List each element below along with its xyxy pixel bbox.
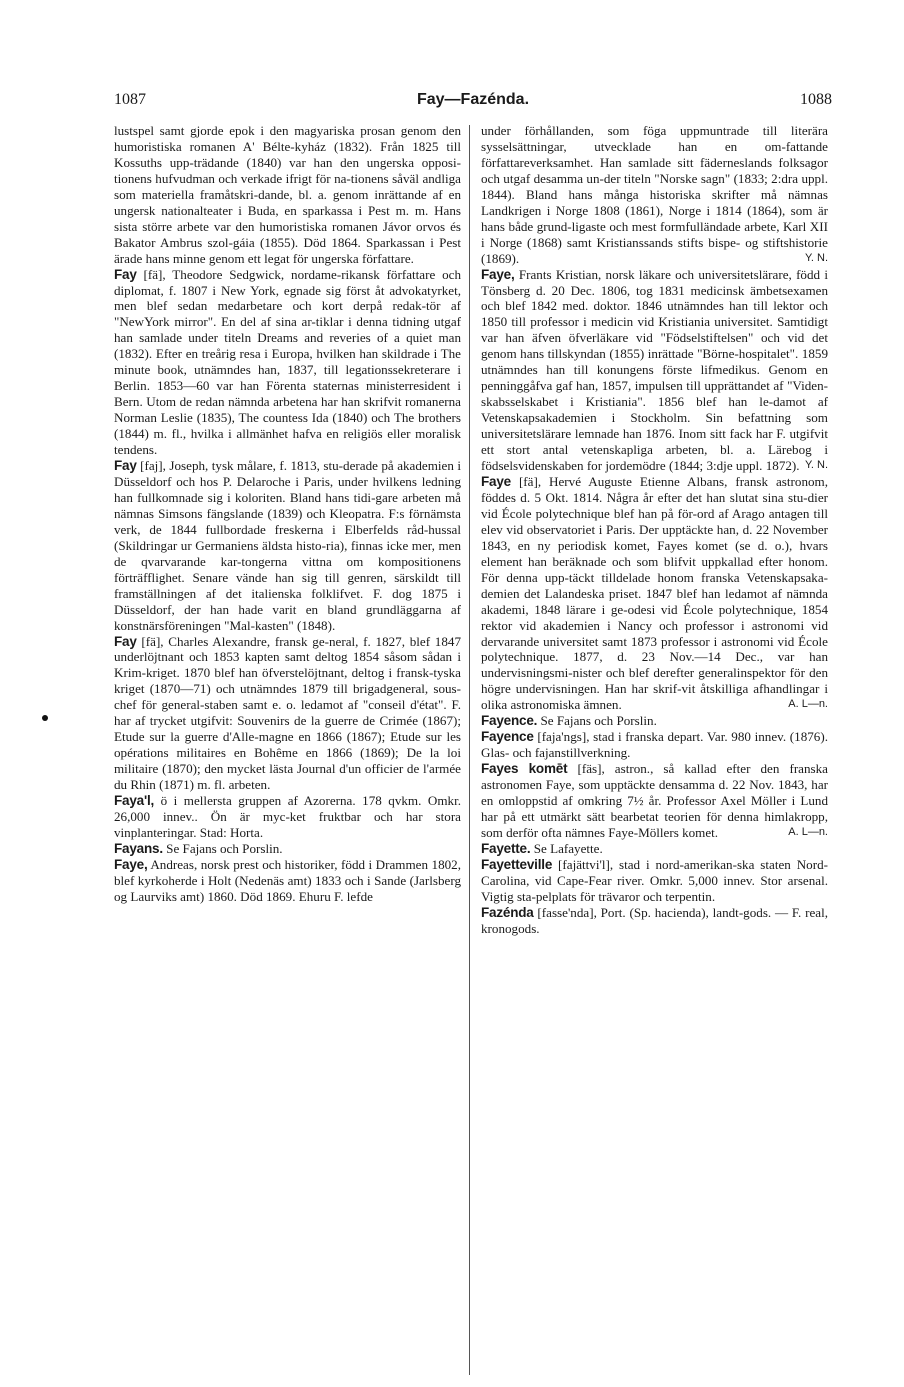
entry (481, 729, 828, 761)
entry-headword: Faye, (114, 856, 148, 872)
entry-text: [fä], Charles Alexandre, fransk ge-neral, f. 1827, blef 1847 underlöjtnant och 1853 kapten samt deltog 1854 såsom sådan i Krim-kriget. 1870 blef han öfverstelöjtnant, deltog i fransk-tyska kriget (1870—71) och utnämndes 1879 till brigadgeneral, sous-chef för general-staben samt e. o. ledamot af "conseil d'état". F. har af trycket utgifvit: Souvenirs de la guerre de Crimée (1867); Etude sur la guerre d'Alle-magne en 1866 (1867); Etude sur les opérations militaires en Bohême en 1866 (1869); De la loi militaire (1870); den mycket lästa Journal d'un officier de l'armée du Rhin (1871) m. fl. arbeten. (114, 633, 461, 793)
entry-text: [fäs], astron., så kallad efter den franska astronomen Faye, som upptäckte densamma d. 22 Nov. 1843, har en omloppstid af omkring 7½ år. Professor Axel Möller i Lund har på ett utmärkt sätt bearbetat teorien för denna himlakropp, som derför ofta nämnes Faye-Möllers komet. (481, 761, 828, 840)
entry-headword: Faya'l, (114, 793, 155, 809)
entry-text: [fä], Theodore Sedgwick, nordame-rikansk författare och diplomat, f. 1807 i New York, egnade sig först åt advokatyrket, men blef sedan medarbetare och kort derpå redak-tör af "NewYork mirror". En del af sina ar-tiklar i denna tidning utgaf han samlade under titeln Dreams and reveries of a quiet man (1832). Efter en treårig resa i Europa, hvilken han skildrade i The minute book, utnämndes han, 1837, till legationssekreterare i Berlin. 1853—60 var han Förenta staternas ministerresident i Bern. Utom de redan nämnda arbetena har han skrifvit romanerna Norman Leslie (1835), The countess Ida (1840) och The brothers (1844) m. fl., hvilka i allmänhet hafva en religiös eller moralisk tendens. (114, 266, 462, 458)
entry-headword: Fay (114, 266, 137, 282)
entry-text: Se Fajans och Porslin. (540, 713, 657, 729)
entry (481, 474, 828, 713)
entry-headword: Fayette. (481, 840, 531, 856)
entry-headword: Fayence (481, 729, 534, 745)
entry (114, 857, 461, 905)
entry (481, 761, 828, 841)
entry (481, 267, 828, 474)
entry-text: [fasse'nda], Port. (Sp. hacienda), landt-gods. — F. real, kronogods. (481, 904, 828, 936)
page-number-left: 1087 (114, 91, 146, 108)
entry (481, 905, 828, 937)
column-divider (469, 125, 470, 1375)
entry (114, 123, 461, 267)
entry (114, 458, 461, 633)
page-header (114, 91, 832, 113)
right-column (481, 123, 828, 937)
entry-text: lustspel samt gjorde epok i den magyariska prosan genom den humoristiska romanen A' Bélte-kyház (1832). Från 1825 till Kossuths upp-trädande (1840) var han den ungerska opposi-tionens hufvudman och verkade ifrigt för na-tionens såväl andliga som materiella framåtskri-dande, bl. a. genom inrättande af en ungersk nationalteater i Buda, en sparkassa i Pest m. m. Hans sista större arbete var den humoristiska romanen Jávor orvos és Bakator Ambrus szol-gáia (1855). Död 1864. Sparkassan i Pest ärade hans minne genom ett legat för ungerska författare. (114, 123, 461, 266)
entry-headword: Fayans. (114, 840, 163, 856)
entry-text: [fajättvi'l], stad i nord-amerikan-ska staten Nord-Carolina, vid Cape-Fear river. Omkr. 5,000 innev. Stor arsenal. Vigtig sta-pelplats för trävaror och terpentin. (481, 856, 828, 904)
entry-text: [faja'ngs], stad i franska depart. Var. 980 innev. (1876). Glas- och fajanstillverkning. (481, 729, 828, 761)
entry-headword: Fazénda (481, 904, 534, 920)
entry-text: ö i mellersta gruppen af Azorerna. 178 qvkm. Omkr. 26,000 innev.. Ön är myc-ket fruktbar och har stora vinplanteringar. Stad: Horta. (114, 793, 461, 840)
entry-headword: Faye, (481, 266, 515, 282)
left-column (114, 123, 461, 905)
entry-text: [faj], Joseph, tysk målare, f. 1813, stu-derade på akademien i Düsseldorf och hos P. Delaroche i Paris, under hvilkens ledning han fullkomnade sig i koloriten. Bland hans tidi-gare arbeten må nämnas Simsons fängslande (1839) och Kleopatra. F:s förnämsta verk, de 1844 fullbordade freskerna i Elberfelds råd-hussal (Skildringar ur Germaniens äldsta histo-ria), finnas icke mer, men de qvarvarande kar-tongerna vittna om kompositionens förträfflighet. Senare vände han sig till genren, särskildt till framställningen af det italienska folklifvet. F. dog 1875 i Düsseldorf, der han hade varit en bland grundläggarna af konstnärsföreningen "Mal-kasten" (1848). (114, 458, 462, 633)
entry-signature: Y. N. (804, 459, 828, 472)
entry (481, 123, 828, 267)
entry-text: Se Lafayette. (533, 840, 603, 856)
entry-signature: A. L—n. (788, 698, 828, 711)
entry-signature: Y. N. (804, 251, 828, 264)
entry (114, 267, 461, 458)
entry (481, 713, 828, 729)
entry (114, 841, 461, 857)
entry (481, 857, 828, 905)
entry-signature: A. L—n. (788, 825, 828, 838)
page-number-right: 1088 (800, 91, 832, 108)
entry-headword: Fayes komēt (481, 761, 568, 777)
running-title: Fay—Fazénda. (416, 91, 530, 108)
entry-headword: Fay (114, 633, 137, 649)
entry-text: [fä], Hervé Auguste Etienne Albans, fransk astronom, föddes d. 5 Okt. 1814. Några år efter det han slutat sina stu-dier vid École polytechnique blef han på för-ord af Arago antagen till elev vid observatoriet i Paris. Der upptäckte han, d. 22 November 1843, en ny periodisk komet, Fayes komet (se d. o.), hvars element han beräknade och som blifvit uppkallad efter honom. För denna upp-täckt tilldelade honom franska Vetenskapsaka-demien det Lalandeska priset. 1847 blef han ledamot af nämnda akademi, 1848 lärare i ge-odesi vid École polytechnique, 1854 rektor vid akademien i Nancy och professor i astronomi vid dervarande universitet samt 1873 professor i astronomi vid École polytechnique. 1877, d. 23 Nov.—14 Dec., var han undervisningsmi-nister och blef derefter generalinspektor för den högre undervisningen. Han har skrif-vit åtskilliga afhandlingar i olika astronomiska ämnen. (481, 473, 829, 713)
entry-text: Se Fajans och Porslin. (166, 840, 283, 856)
entry (481, 841, 828, 857)
entry (114, 634, 461, 794)
entry-headword: Fay (114, 458, 137, 474)
entry-text: under förhållanden, som föga uppmuntrade till literära sysselsättningar, utvecklade han en om-fattande författareverksamhet. Han samlade sitt fäderneslands folksagor och utgaf desamma un-der titeln "Norske sagn" (1833; 2:dra uppl. 1844). Bland hans många historiska skrifter må nämnas Landkrigen i Norge 1808 (1861), Norge i 1814 (1864), som är hans både grund-ligaste och mest formfulländade arbete, Karl XII i Norge (1868) samt Kristianssands stifts bispe- og stiftshistorie (1869). (481, 123, 828, 266)
entry-headword: Fayetteville (481, 856, 553, 872)
margin-dot (42, 715, 48, 721)
entry-headword: Fayence. (481, 713, 538, 729)
entry-text: Frants Kristian, norsk läkare och universitetslärare, född i Tönsberg d. 20 Dec. 1806, tog 1831 medicinsk ämbetsexamen och blef 1842 med. doktor. 1846 utnämndes han till lektor och 1850 till professor i medicin vid Kristiania universitet. Samtidigt var han äfven öfverläkare vid "Födselstiftelsen" och vid det genom hans tillskyndan (1855) inrättade "Börne-hospitalet". 1859 utnämndes han till konungens förste lifmedikus. Genom en penninggåfva gaf han, 1857, impulsen till upprättandet af "Viden-skabsselskabet i Kristiania". 1856 blef han le-damot af Vetenskapsakademien i Stockholm. Sin befattning som universitetslärare lemnade han 1876. Inom sitt fack har F. utgifvit ett stort antal vetenskapliga arbeten, bl. a. Lärebog i födselsvidenskaben for jordemödre (1844; 3:dje uppl. 1872). (481, 266, 828, 474)
entry (114, 793, 461, 841)
entry-headword: Faye (481, 473, 511, 489)
entry-text: Andreas, norsk prest och historiker, född i Drammen 1802, blef kyrkoherde i Holt (Nedenäs amt) 1833 och i Sande (Jarlsberg og Laurviks amt) 1860. Död 1869. Ehuru F. lefde (114, 856, 461, 904)
